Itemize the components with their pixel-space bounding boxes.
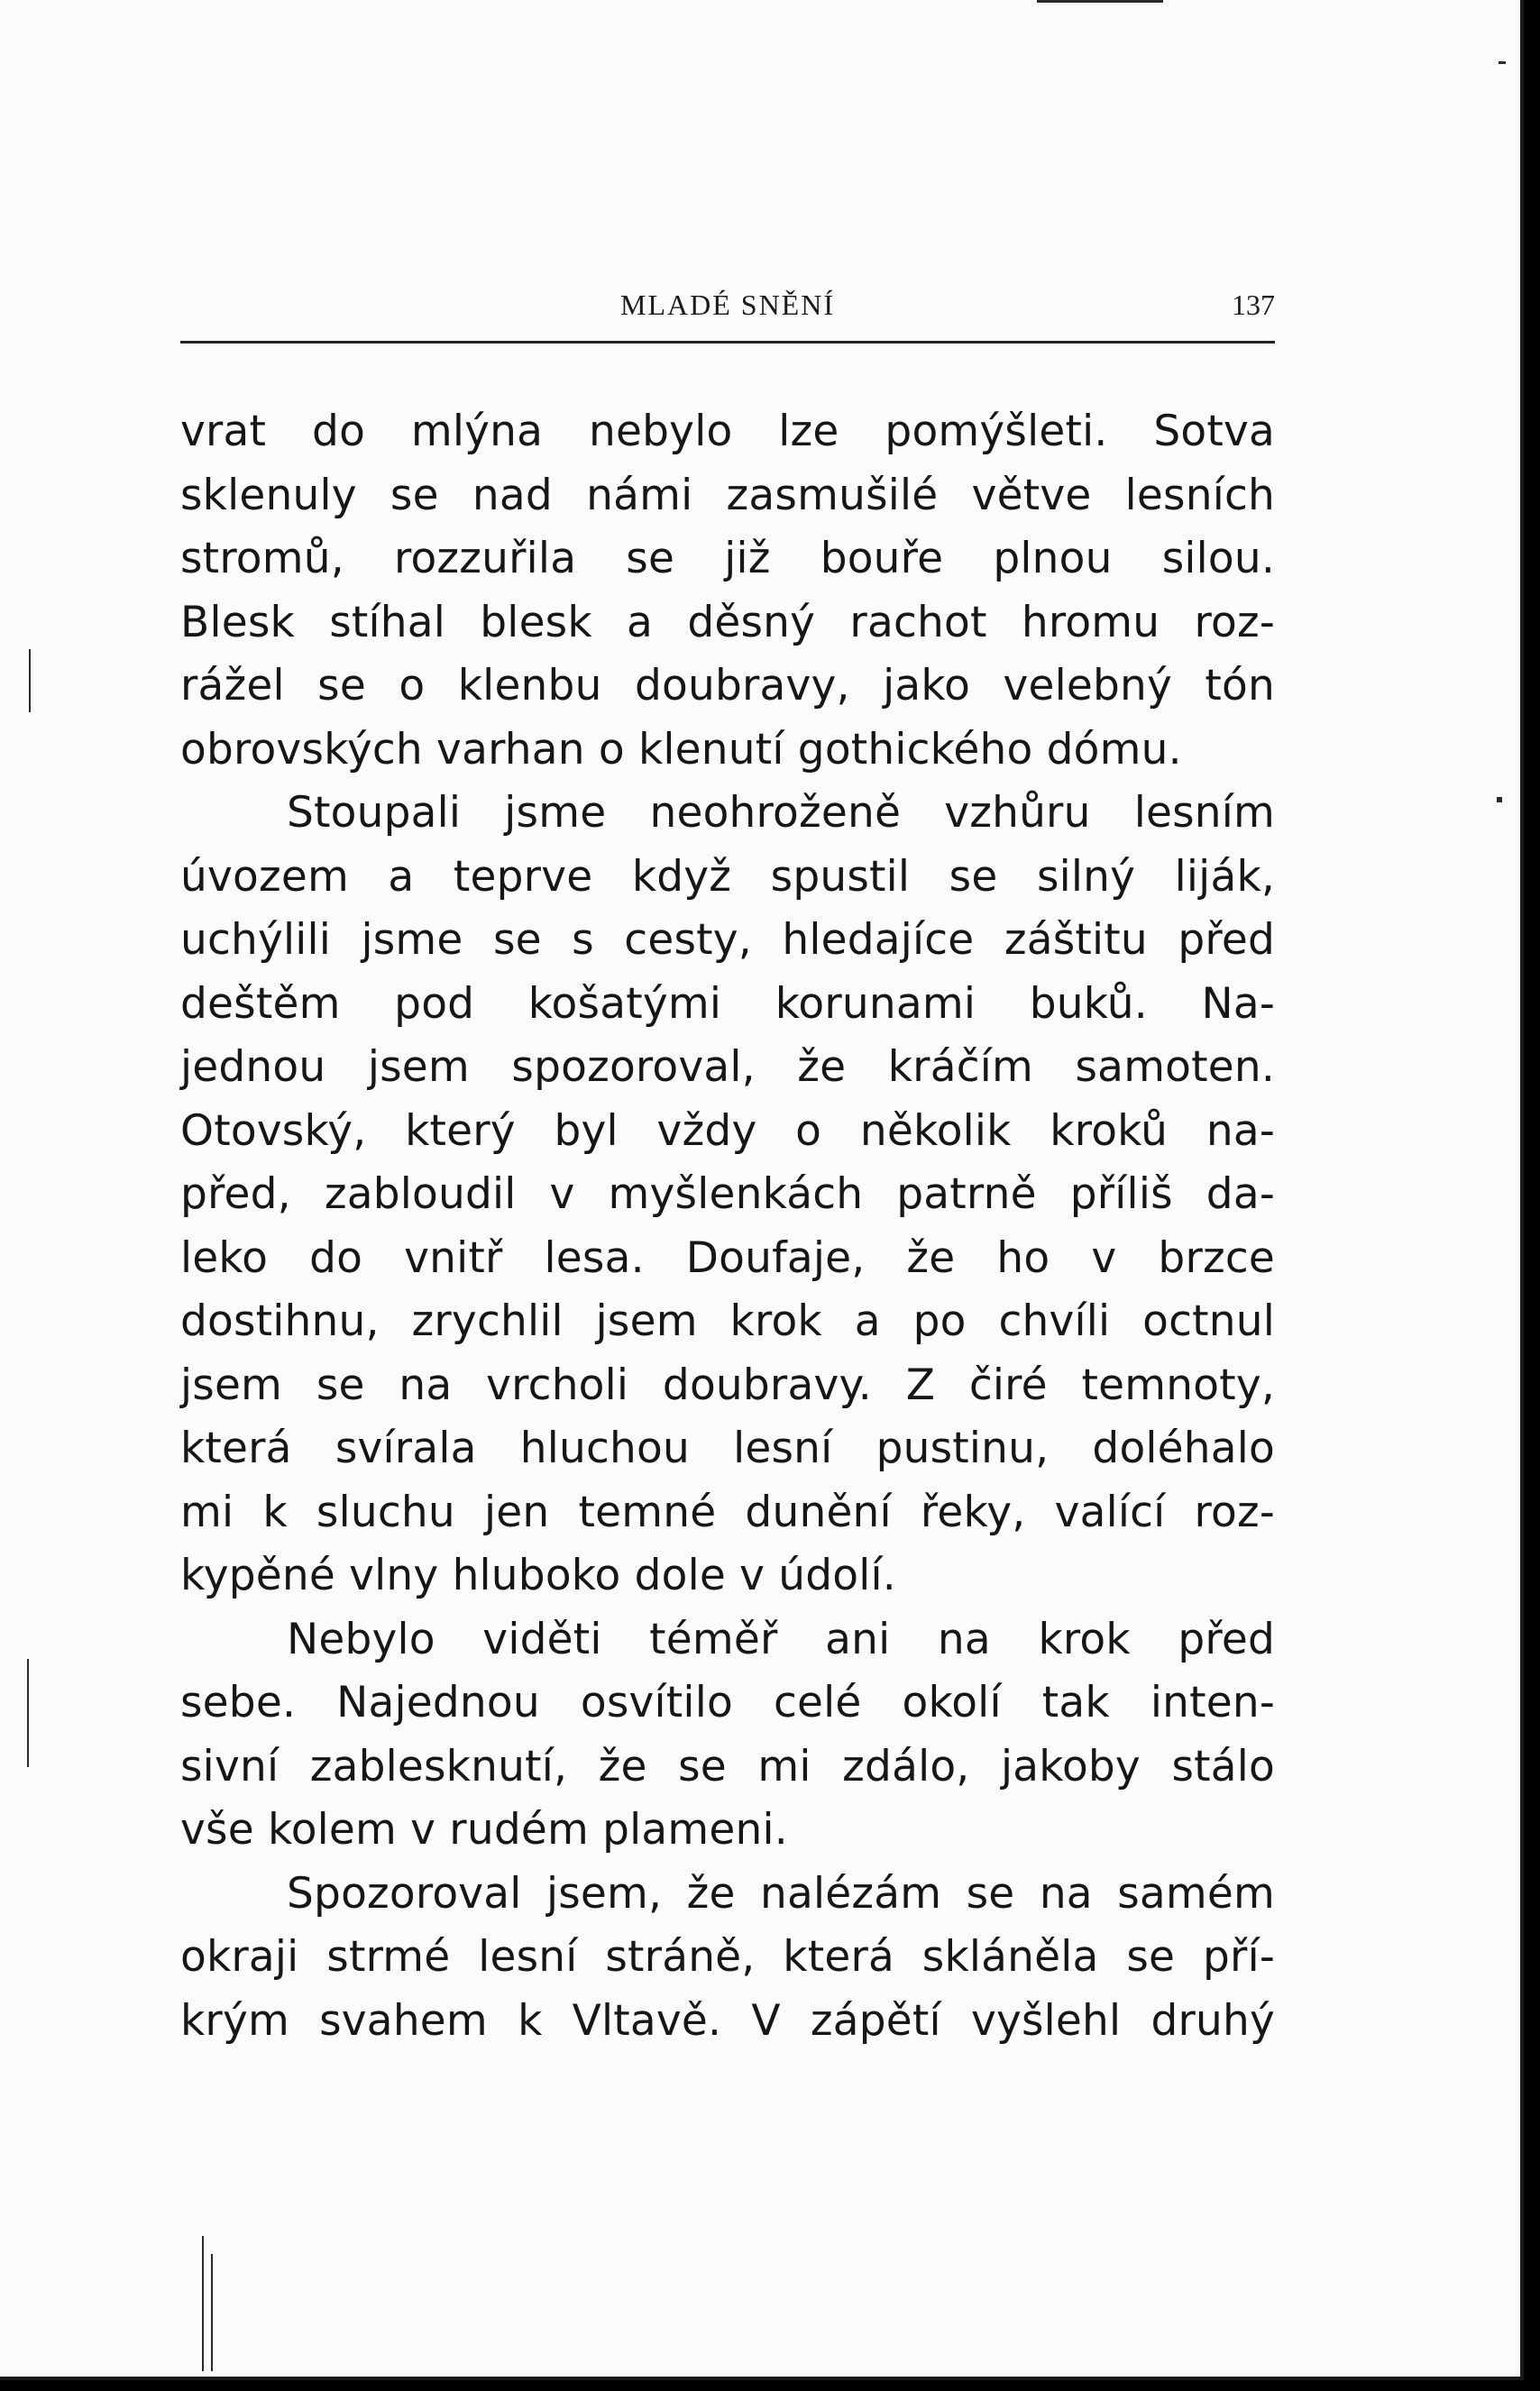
text-line: Stoupali jsme neohroženě vzhůru lesním	[287, 788, 1275, 838]
text-line: deštěm pod košatými korunami buků. Na-	[180, 978, 1275, 1029]
scan-edge-mark-left-lower	[27, 1659, 29, 1767]
text-line: Blesk stíhal blesk a děsný rachot hromu roz-	[180, 597, 1275, 647]
scan-edge-mark-bottom-2	[211, 2254, 213, 2371]
scan-dot-right	[1497, 797, 1502, 802]
text-line: sivní zablesknutí, že se mi zdálo, jakoby stálo	[180, 1741, 1275, 1791]
scan-edge-mark-top	[1037, 0, 1163, 3]
text-line: obrovských varhan o klenutí gothického dómu.	[180, 724, 1182, 774]
text-line: Spozoroval jsem, že nalézám se na samém	[287, 1868, 1275, 1919]
text-line: vše kolem v rudém plameni.	[180, 1805, 788, 1855]
text-line: krým svahem k Vltavě. V zápětí vyšlehl druhý	[180, 1995, 1275, 2046]
text-line: jsem se na vrcholi doubravy. Z čiré temnoty,	[180, 1360, 1275, 1410]
text-line: sebe. Najednou osvítilo celé okolí tak inten-	[180, 1678, 1275, 1727]
body-text	[180, 400, 1275, 2053]
running-title: MLADÉ SNĚNÍ	[620, 289, 835, 321]
text-line: uchýlili jsme se s cesty, hledajíce záštitu před	[180, 915, 1275, 965]
scan-edge-mark-left	[29, 649, 31, 712]
text-line: která svírala hluchou lesní pustinu, doléhalo	[180, 1424, 1275, 1473]
scan-edge-mark-bottom	[202, 2236, 204, 2371]
page-number: 137	[1232, 289, 1275, 321]
text-line: okraji strmé lesní stráně, která skláněla se pří-	[180, 1932, 1275, 1982]
text-line: jednou jsem spozoroval, že kráčím samoten.	[180, 1042, 1275, 1092]
scan-dot-right-top	[1499, 61, 1506, 64]
text-line: stromů, rozzuřila se již bouře plnou silou.	[180, 534, 1275, 583]
text-line: leko do vnitř lesa. Doufaje, že ho v brzce	[180, 1232, 1275, 1283]
text-line: mi k sluchu jen temné dunění řeky, valící roz-	[180, 1487, 1275, 1537]
page-header	[180, 287, 1275, 344]
text-line: kypěné vlny hluboko dole v údolí.	[180, 1551, 896, 1600]
text-line: vrat do mlýna nebylo lze pomýšleti. Sotva	[180, 407, 1275, 456]
text-line: Nebylo viděti téměř ani na krok před	[287, 1614, 1275, 1664]
text-line: úvozem a teprve když spustil se silný liják,	[180, 851, 1275, 902]
text-line: dostihnu, zrychlil jsem krok a po chvíli octnul	[180, 1296, 1275, 1346]
text-line: rážel se o klenbu doubravy, jako velebný tón	[180, 661, 1275, 710]
text-line: před, zabloudil v myšlenkách patrně příliš da-	[180, 1169, 1275, 1219]
text-line: Otovský, který byl vždy o několik kroků na-	[180, 1105, 1275, 1156]
text-line: sklenuly se nad námi zasmušilé větve lesních	[180, 470, 1275, 520]
